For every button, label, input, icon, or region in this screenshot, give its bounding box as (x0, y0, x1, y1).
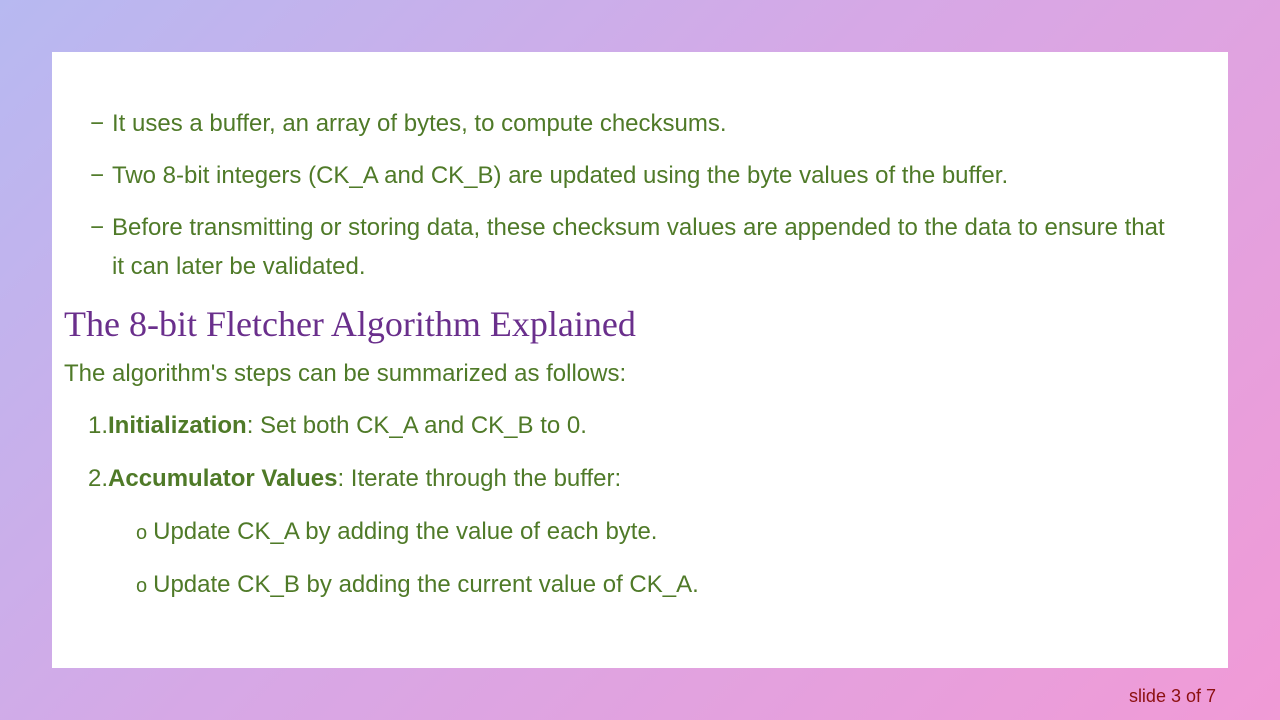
step-title: Accumulator Values (108, 465, 338, 492)
step-text: : Set both CK_A and CK_B to 0. (246, 412, 587, 439)
substep-update-ck-a (136, 514, 657, 551)
bullet-text: Before transmitting or storing data, these checksum values are appended to the data to ensure that it can later be validated. (112, 214, 1165, 280)
dash-bullet-icon: − (90, 214, 105, 241)
bullet-text: Two 8-bit integers (CK_A and CK_B) are updated using the byte values of the buffer. (112, 162, 1009, 189)
step-accumulator-values (88, 461, 621, 497)
substep-text: Update CK_B by adding the current value of CK_A. (153, 571, 699, 598)
circle-bullet-icon: o (136, 575, 148, 597)
substep-text: Update CK_A by adding the value of each byte. (153, 518, 658, 545)
step-number: 2. (88, 465, 109, 492)
slide-card (52, 52, 1228, 668)
intro-text: The algorithm's steps can be summarized as follows: (64, 360, 627, 387)
substep-update-ck-b (136, 567, 699, 604)
step-title: Initialization (108, 412, 247, 439)
step-text: : Iterate through the buffer: (337, 465, 622, 492)
step-number: 1. (88, 412, 109, 439)
bullet-text: It uses a buffer, an array of bytes, to compute checksums. (112, 110, 727, 137)
bullet-item-integers (90, 156, 1180, 195)
step-initialization (88, 408, 587, 444)
dash-bullet-icon: − (90, 110, 105, 137)
dash-bullet-icon: − (90, 162, 105, 189)
slide-counter: slide 3 of 7 (1128, 686, 1216, 706)
circle-bullet-icon: o (136, 522, 148, 544)
section-heading: The 8-bit Fletcher Algorithm Explained (64, 304, 636, 344)
bullet-item-buffer (90, 104, 1180, 143)
bullet-item-append (90, 208, 1180, 286)
